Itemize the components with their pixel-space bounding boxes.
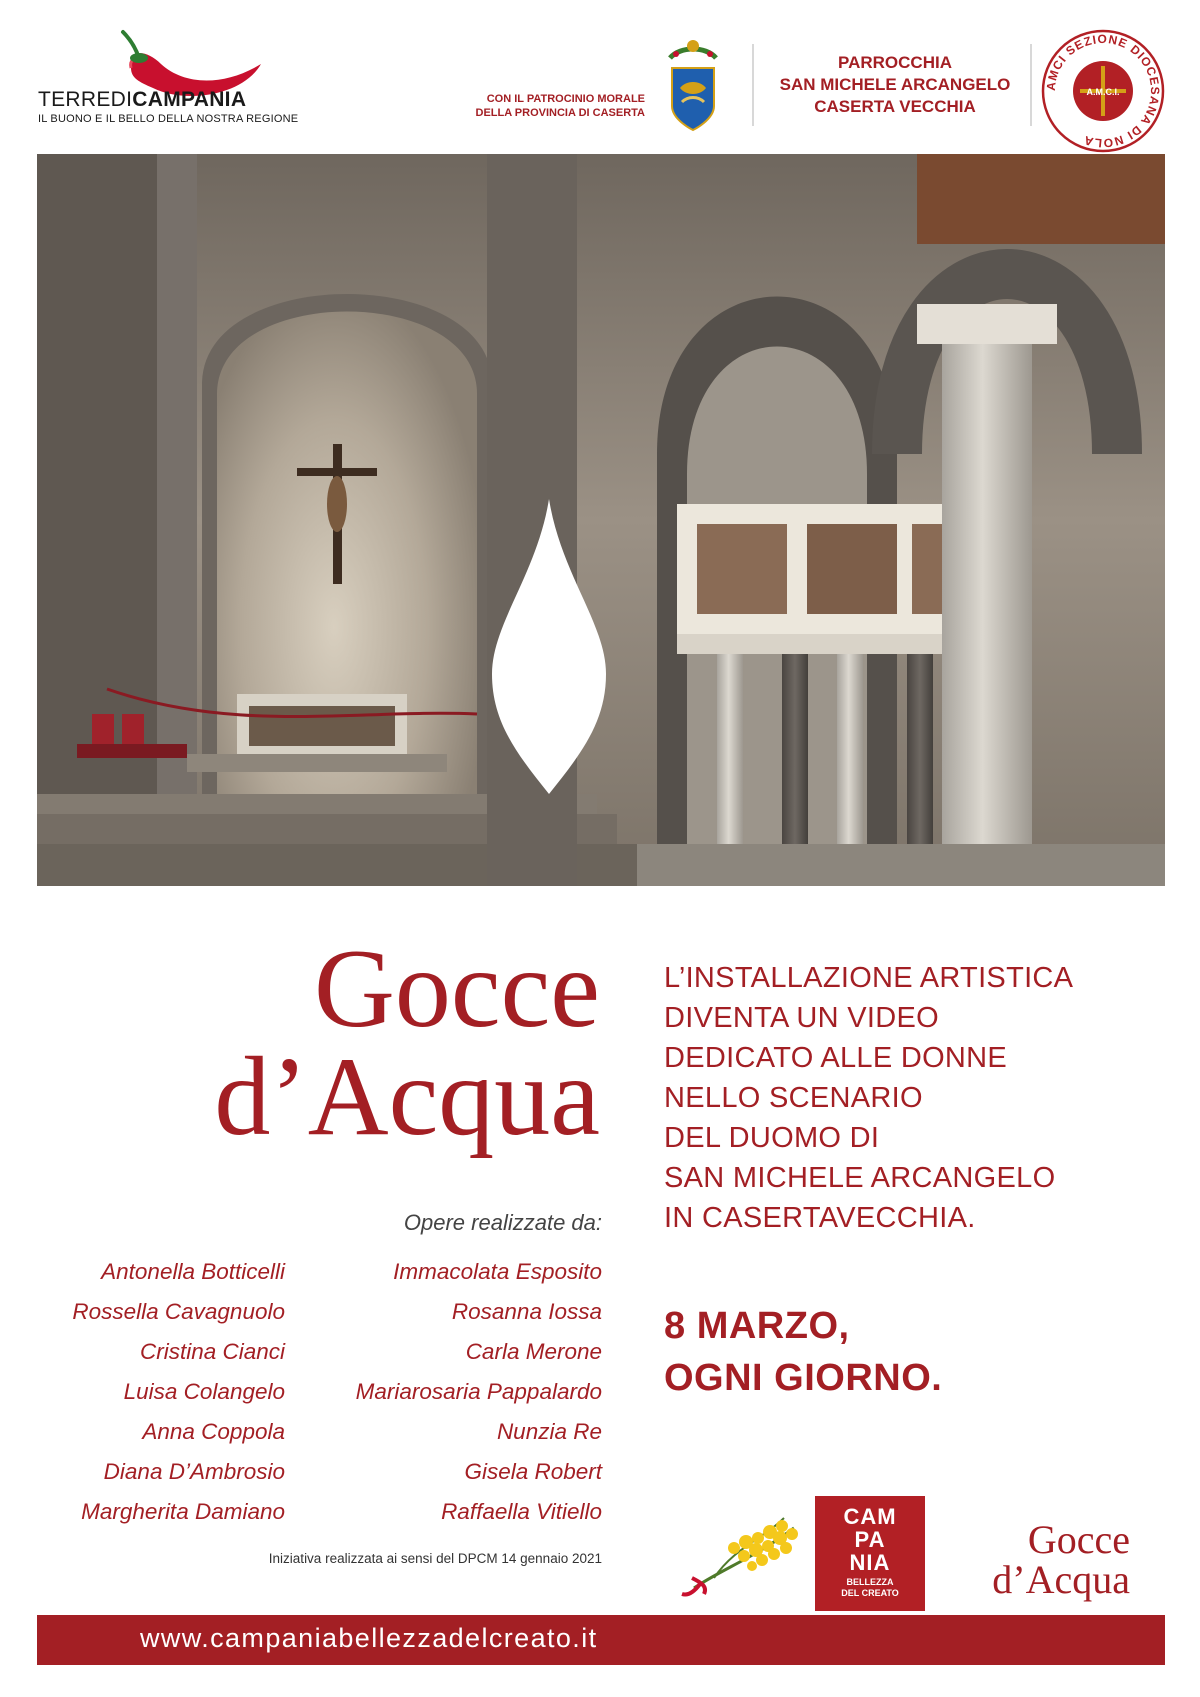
patrocinio-text: CON IL PATROCINIO MORALE DELLA PROVINCIA DI CASERTA: [475, 93, 645, 119]
artist-name: Mariarosaria Pappalardo: [355, 1379, 602, 1404]
svg-text:AMCI SEZIONE DIOCESANA DI NOLA: AMCI SEZIONE DIOCESANA DI NOLA: [1043, 31, 1163, 151]
artist-name: Antonella Botticelli: [101, 1259, 285, 1284]
brand-tagline: IL BUONO E IL BELLO DELLA NOSTRA REGIONE: [38, 113, 299, 125]
artist-name: Diana D’Ambrosio: [103, 1459, 285, 1484]
artists-heading: Opere realizzate da:: [403, 1210, 602, 1235]
parrocchia-text: PARROCCHIA SAN MICHELE ARCANGELO CASERTA VECCHIA: [779, 53, 1011, 116]
artist-name: Nunzia Re: [496, 1419, 602, 1444]
artist-name: Luisa Colangelo: [123, 1379, 285, 1404]
cathedral-photo: [37, 154, 1165, 886]
artists-list-right: [317, 1252, 602, 1532]
mimosa-icon: [674, 1508, 810, 1608]
artist-name: Carla Merone: [465, 1339, 602, 1364]
artists-list-left: [0, 1252, 285, 1532]
campania-bellezza-logo: CAM PA NIA BELLEZZA DEL CREATO: [815, 1496, 925, 1611]
artist-name: Rossella Cavagnuolo: [72, 1299, 285, 1324]
header-divider: [752, 44, 754, 126]
page-title: Gocce d’Acqua: [214, 927, 600, 1159]
amci-seal-icon: [1040, 28, 1166, 154]
provincia-crest-icon: [660, 36, 726, 136]
brand-name: TERREDICAMPANIA: [38, 88, 247, 111]
artist-name: Anna Coppola: [142, 1419, 285, 1444]
artist-name: Raffaella Vitiello: [441, 1499, 602, 1524]
event-date: 8 MARZO, OGNI GIORNO.: [664, 1305, 943, 1399]
svg-text:A.M.C.I.: A.M.C.I.: [1086, 87, 1120, 97]
header-divider: [1030, 44, 1032, 126]
description: L’INSTALLAZIONE ARTISTICA DIVENTA UN VIDEO DEDICATO ALLE DONNE NELLO SCENARIO DEL DUOMO DI SAN MICHELE ARCANGELO IN CASERTAVECCHIA.: [664, 962, 1074, 1234]
legal-note: Iniziativa realizzata ai sensi del DPCM 14 gennaio 2021: [268, 1551, 602, 1566]
artist-name: Cristina Cianci: [139, 1339, 285, 1364]
artist-name: Margherita Damiano: [81, 1499, 285, 1524]
artist-name: Gisela Robert: [464, 1459, 602, 1484]
cathedral-interior-image: [37, 154, 1165, 886]
artist-name: Rosanna Iossa: [451, 1299, 602, 1324]
artist-name: Immacolata Esposito: [393, 1259, 602, 1284]
website-link[interactable]: www.campaniabellezzadelcreato.it: [140, 1623, 598, 1653]
small-title-logo: Gocce d’Acqua: [992, 1517, 1130, 1602]
